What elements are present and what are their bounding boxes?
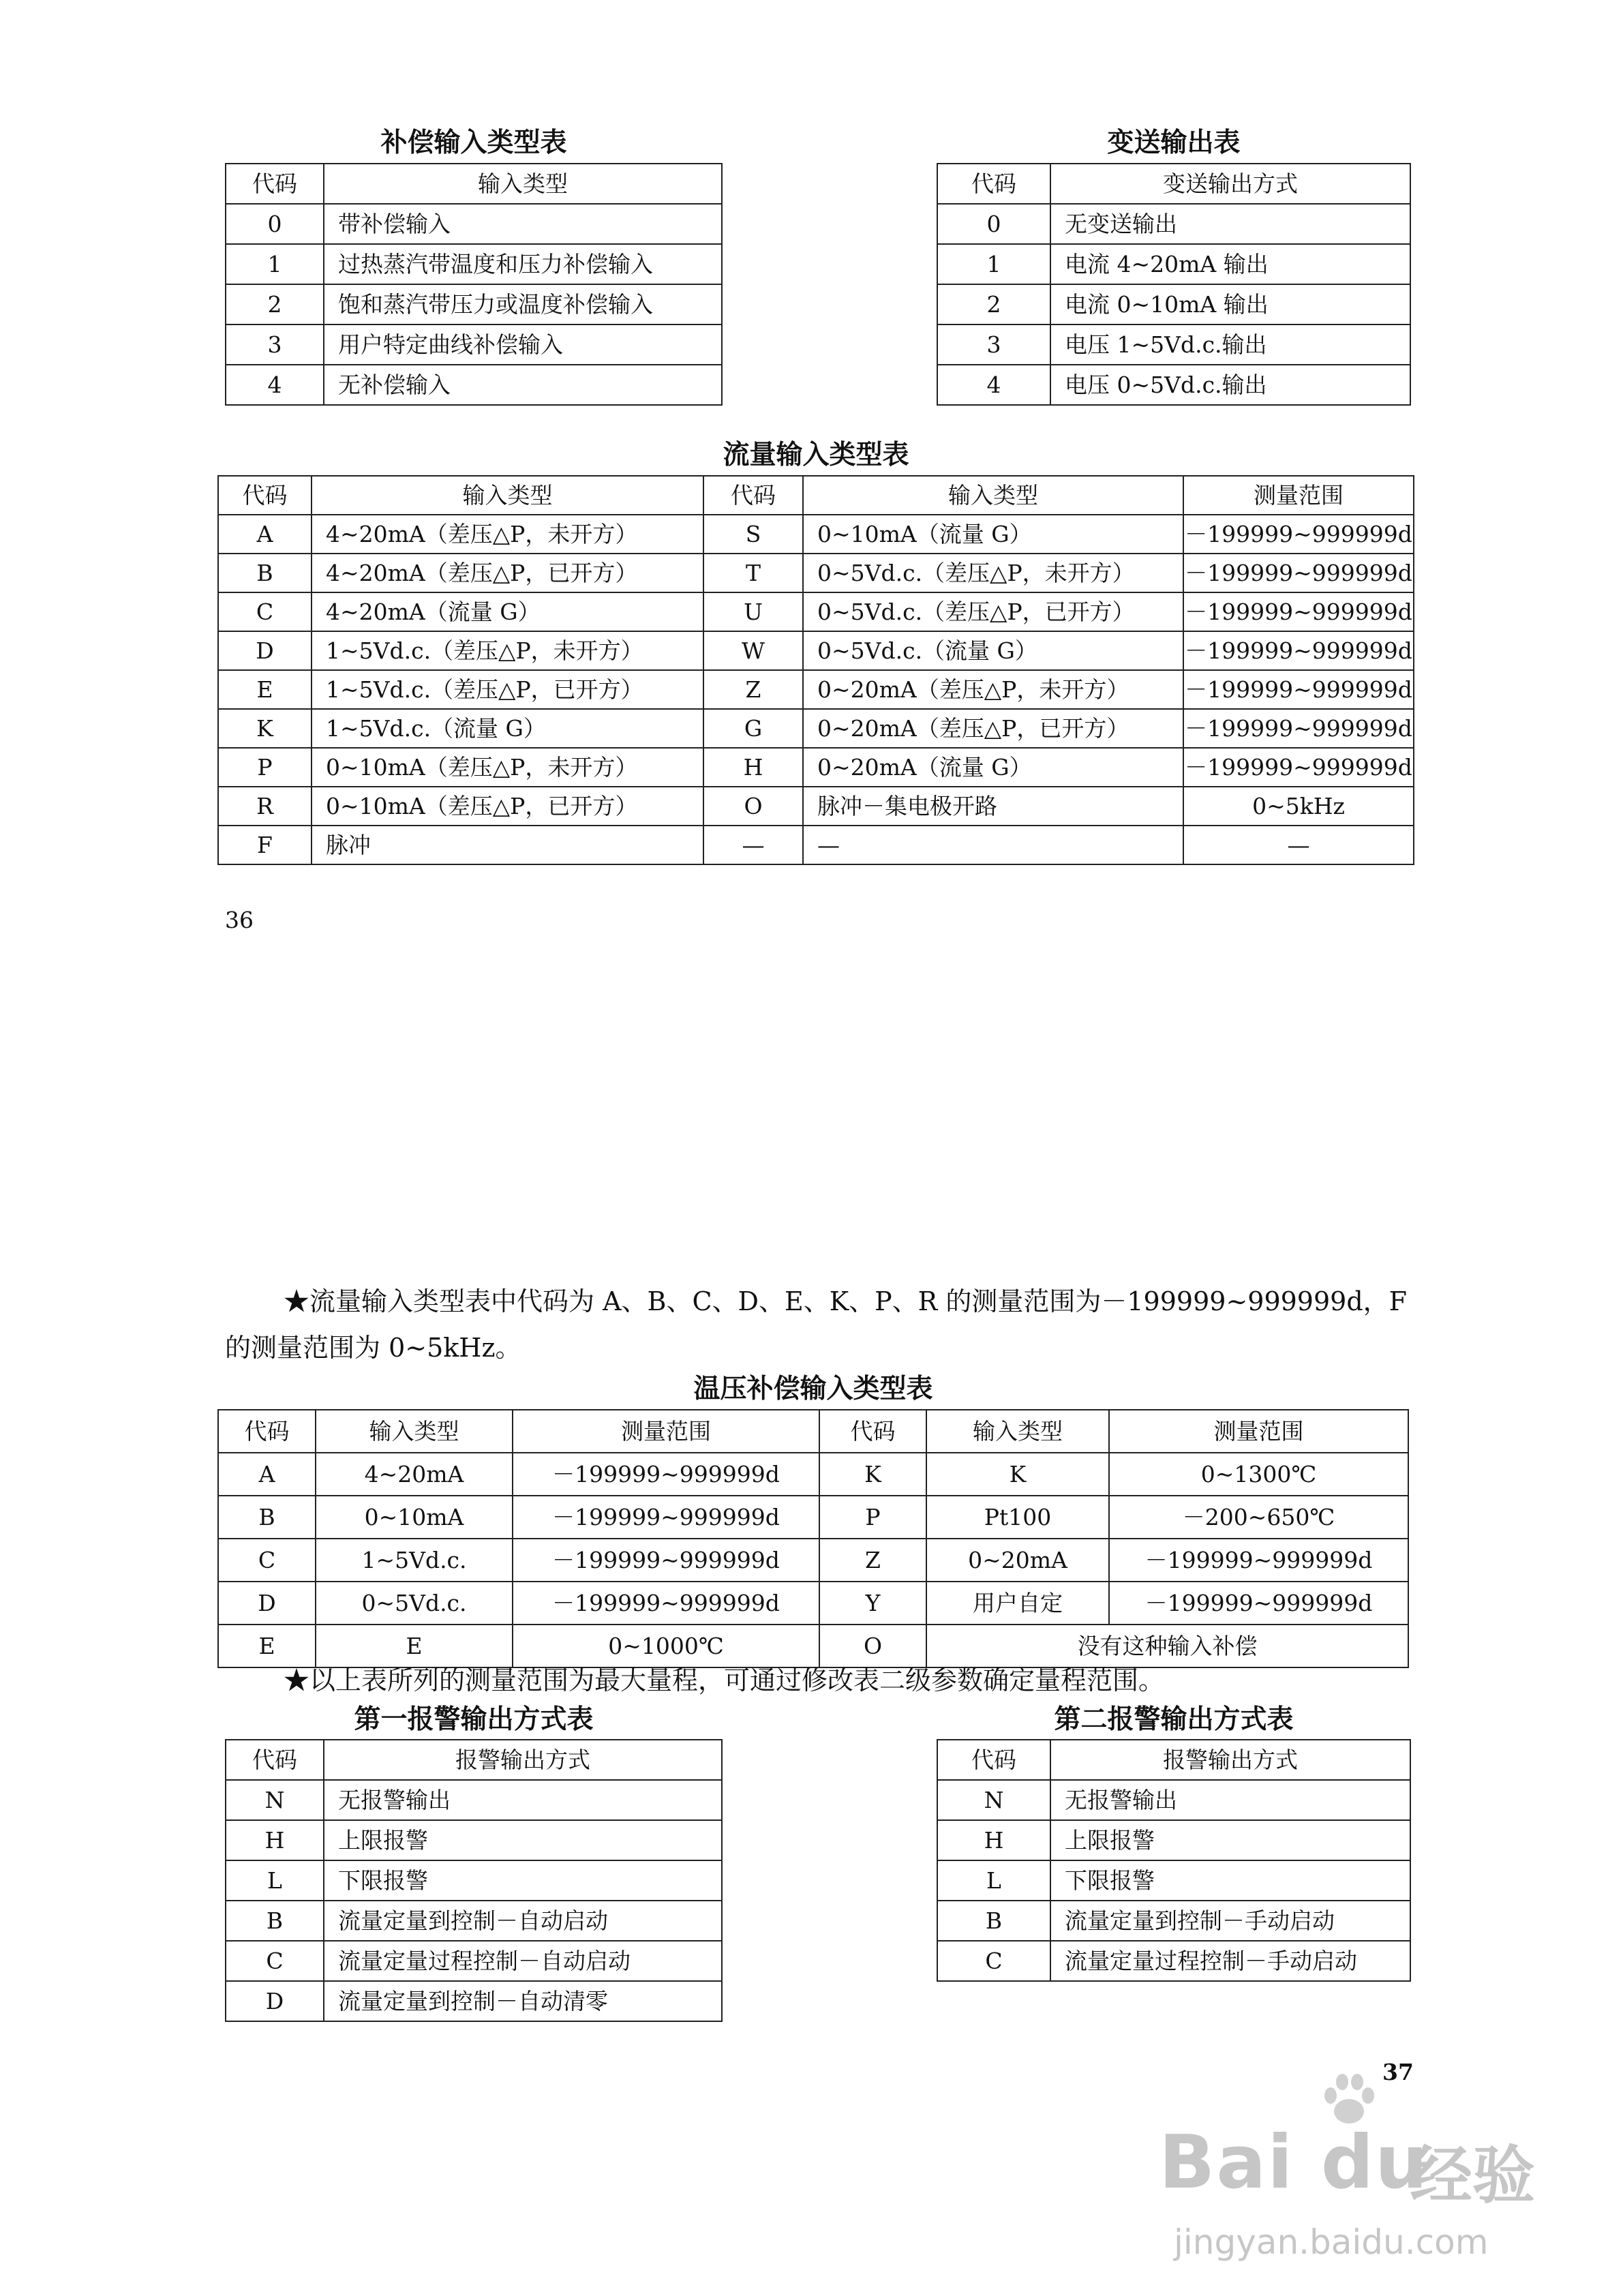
alarm1-table xyxy=(225,1739,723,2022)
code-cell: 0 xyxy=(937,204,1050,244)
type-cell: 0~20mA（流量 G） xyxy=(803,748,1183,787)
code-cell: B xyxy=(218,1496,316,1539)
range-cell: －199999~999999d xyxy=(513,1582,819,1625)
code-cell: 2 xyxy=(226,284,324,324)
range-cell: －199999~999999d xyxy=(1183,748,1414,787)
code-cell: T xyxy=(703,554,803,592)
baidu-watermark xyxy=(1159,2072,1541,2277)
code-cell: O xyxy=(703,787,803,826)
code-cell: E xyxy=(218,1625,316,1667)
type-cell: 0~10mA（差压△P，未开方） xyxy=(312,748,703,787)
mode-cell: 无报警输出 xyxy=(1050,1780,1410,1820)
code-cell: 0 xyxy=(226,204,324,244)
code-cell: O xyxy=(819,1625,926,1667)
type-cell: 没有这种输入补偿 xyxy=(926,1625,1408,1667)
code-cell: Z xyxy=(819,1539,926,1582)
code-cell: C xyxy=(218,592,312,631)
range-note: ★以上表所列的测量范围为最大量程，可通过修改表二级参数确定量程范围。 xyxy=(284,1665,1165,1695)
code-cell: C xyxy=(226,1941,324,1981)
header-cell: 输入类型 xyxy=(324,164,722,204)
type-cell: 0~5Vd.c.（流量 G） xyxy=(803,631,1183,670)
code-cell: K xyxy=(819,1453,926,1496)
type-cell: 0~10mA（流量 G） xyxy=(803,515,1183,554)
type-cell: 0~5Vd.c.（差压△P，已开方） xyxy=(803,592,1183,631)
type-cell: 1~5Vd.c.（差压△P，未开方） xyxy=(312,631,703,670)
header-cell: 输入类型 xyxy=(926,1410,1109,1453)
flow-table-title: 流量输入类型表 xyxy=(723,440,909,470)
type-cell: 0~5Vd.c.（差压△P，未开方） xyxy=(803,554,1183,592)
header-cell: 代码 xyxy=(819,1410,926,1453)
comp-table-title: 补偿输入类型表 xyxy=(380,127,567,158)
type-cell: 脉冲－集电极开路 xyxy=(803,787,1183,826)
header-cell: 输入类型 xyxy=(312,476,703,515)
code-cell: P xyxy=(819,1496,926,1539)
range-cell: －200~650℃ xyxy=(1109,1496,1408,1539)
mode-cell: 流量定量过程控制－手动启动 xyxy=(1050,1941,1410,1981)
header-cell: 测量范围 xyxy=(1109,1410,1408,1453)
type-cell: 脉冲 xyxy=(312,826,703,864)
type-cell: 1~5Vd.c. xyxy=(316,1539,513,1582)
mode-cell: 电流 0~10mA 输出 xyxy=(1050,284,1410,324)
mode-cell: 下限报警 xyxy=(1050,1860,1410,1901)
code-cell: — xyxy=(703,826,803,864)
code-cell: 3 xyxy=(226,324,324,365)
type-cell: 4~20mA（流量 G） xyxy=(312,592,703,631)
type-cell: 0~20mA xyxy=(926,1539,1109,1582)
code-cell: N xyxy=(937,1780,1050,1820)
code-cell: K xyxy=(218,709,312,748)
type-cell: 0~5Vd.c. xyxy=(316,1582,513,1625)
code-cell: E xyxy=(218,670,312,709)
range-cell: －199999~999999d xyxy=(513,1453,819,1496)
header-cell: 代码 xyxy=(218,1410,316,1453)
type-cell: 0~20mA（差压△P，未开方） xyxy=(803,670,1183,709)
code-cell: P xyxy=(218,748,312,787)
watermark-url: jingyan.baidu.com xyxy=(1174,2222,1489,2262)
type-cell: 用户自定 xyxy=(926,1582,1109,1625)
trans-table xyxy=(937,163,1411,406)
code-cell: R xyxy=(218,787,312,826)
type-cell: 过热蒸汽带温度和压力补偿输入 xyxy=(324,244,722,284)
mode-cell: 流量定量到控制－手动启动 xyxy=(1050,1901,1410,1941)
range-cell: 0~5kHz xyxy=(1183,787,1414,826)
range-cell: 0~1300℃ xyxy=(1109,1453,1408,1496)
header-cell: 测量范围 xyxy=(513,1410,819,1453)
code-cell: B xyxy=(226,1901,324,1941)
type-cell: 0~10mA（差压△P，已开方） xyxy=(312,787,703,826)
code-cell: C xyxy=(937,1941,1050,1981)
code-cell: L xyxy=(226,1860,324,1901)
range-cell: －199999~999999d xyxy=(513,1539,819,1582)
header-cell: 变送输出方式 xyxy=(1050,164,1410,204)
range-cell: — xyxy=(1183,826,1414,864)
code-cell: N xyxy=(226,1780,324,1820)
code-cell: 4 xyxy=(937,365,1050,405)
type-cell: K xyxy=(926,1453,1109,1496)
header-cell: 输入类型 xyxy=(316,1410,513,1453)
type-cell: E xyxy=(316,1625,513,1667)
range-cell: 0~1000℃ xyxy=(513,1625,819,1667)
header-cell: 报警输出方式 xyxy=(1050,1740,1410,1780)
code-cell: Z xyxy=(703,670,803,709)
flow-table xyxy=(217,475,1414,865)
alarm2-table xyxy=(937,1739,1411,1982)
comp-table xyxy=(225,163,723,406)
code-cell: D xyxy=(226,1981,324,2021)
code-cell: L xyxy=(937,1860,1050,1901)
range-cell: －199999~999999d xyxy=(1183,670,1414,709)
range-cell: －199999~999999d xyxy=(1183,515,1414,554)
header-cell: 代码 xyxy=(937,164,1050,204)
code-cell: A xyxy=(218,515,312,554)
type-cell: 4~20mA（差压△P，未开方） xyxy=(312,515,703,554)
code-cell: H xyxy=(703,748,803,787)
code-cell: D xyxy=(218,1582,316,1625)
header-cell: 代码 xyxy=(226,164,324,204)
type-cell: 0~10mA xyxy=(316,1496,513,1539)
type-cell: 无补偿输入 xyxy=(324,365,722,405)
alarm2-table-title: 第二报警输出方式表 xyxy=(1054,1704,1294,1735)
code-cell: 1 xyxy=(226,244,324,284)
mode-cell: 下限报警 xyxy=(324,1860,722,1901)
range-cell: －199999~999999d xyxy=(513,1496,819,1539)
type-cell: 4~20mA xyxy=(316,1453,513,1496)
baidu-logo-text: Bai du xyxy=(1159,2120,1429,2205)
range-cell: －199999~999999d xyxy=(1109,1539,1408,1582)
code-cell: S xyxy=(703,515,803,554)
code-cell: W xyxy=(703,631,803,670)
type-cell: Pt100 xyxy=(926,1496,1109,1539)
mode-cell: 电压 0~5Vd.c.输出 xyxy=(1050,365,1410,405)
type-cell: 0~20mA（差压△P，已开方） xyxy=(803,709,1183,748)
code-cell: C xyxy=(218,1539,316,1582)
page-number-bottom: 37 xyxy=(1382,2059,1414,2085)
range-cell: －199999~999999d xyxy=(1183,592,1414,631)
code-cell: G xyxy=(703,709,803,748)
code-cell: B xyxy=(218,554,312,592)
code-cell: F xyxy=(218,826,312,864)
header-cell: 代码 xyxy=(937,1740,1050,1780)
type-cell: 用户特定曲线补偿输入 xyxy=(324,324,722,365)
mode-cell: 电流 4~20mA 输出 xyxy=(1050,244,1410,284)
code-cell: 1 xyxy=(937,244,1050,284)
code-cell: H xyxy=(226,1820,324,1860)
range-cell: －199999~999999d xyxy=(1183,709,1414,748)
range-cell: －199999~999999d xyxy=(1183,554,1414,592)
temp-table-title: 温压补偿输入类型表 xyxy=(693,1374,933,1404)
page-number-top: 36 xyxy=(225,907,254,933)
code-cell: D xyxy=(218,631,312,670)
code-cell: B xyxy=(937,1901,1050,1941)
header-cell: 代码 xyxy=(218,476,312,515)
type-cell: 1~5Vd.c.（流量 G） xyxy=(312,709,703,748)
mode-cell: 无变送输出 xyxy=(1050,204,1410,244)
code-cell: Y xyxy=(819,1582,926,1625)
header-cell: 报警输出方式 xyxy=(324,1740,722,1780)
trans-table-title: 变送输出表 xyxy=(1107,127,1241,158)
header-cell: 代码 xyxy=(703,476,803,515)
header-cell: 输入类型 xyxy=(803,476,1183,515)
range-cell: －199999~999999d xyxy=(1183,631,1414,670)
mode-cell: 上限报警 xyxy=(1050,1820,1410,1860)
mode-cell: 上限报警 xyxy=(324,1820,722,1860)
type-cell: 1~5Vd.c.（差压△P，已开方） xyxy=(312,670,703,709)
code-cell: 3 xyxy=(937,324,1050,365)
code-cell: H xyxy=(937,1820,1050,1860)
temp-table xyxy=(217,1409,1409,1668)
code-cell: A xyxy=(218,1453,316,1496)
mode-cell: 流量定量过程控制－自动启动 xyxy=(324,1941,722,1981)
mode-cell: 流量定量到控制－自动清零 xyxy=(324,1981,722,2021)
mode-cell: 电压 1~5Vd.c.输出 xyxy=(1050,324,1410,365)
code-cell: 2 xyxy=(937,284,1050,324)
code-cell: 4 xyxy=(226,365,324,405)
header-cell: 测量范围 xyxy=(1183,476,1414,515)
type-cell: 4~20mA（差压△P，已开方） xyxy=(312,554,703,592)
type-cell: 饱和蒸汽带压力或温度补偿输入 xyxy=(324,284,722,324)
range-cell: －199999~999999d xyxy=(1109,1582,1408,1625)
type-cell: — xyxy=(803,826,1183,864)
alarm1-table-title: 第一报警输出方式表 xyxy=(354,1704,594,1735)
mode-cell: 流量定量到控制－自动启动 xyxy=(324,1901,722,1941)
flow-range-note: ★流量输入类型表中代码为 A、B、C、D、E、K、P、R 的测量范围为－199999~999999d，F 的测量范围为 0~5kHz。 xyxy=(225,1286,1408,1363)
code-cell: U xyxy=(703,592,803,631)
type-cell: 带补偿输入 xyxy=(324,204,722,244)
mode-cell: 无报警输出 xyxy=(324,1780,722,1820)
header-cell: 代码 xyxy=(226,1740,324,1780)
jingyan-brand-text: 经验 xyxy=(1410,2139,1536,2212)
